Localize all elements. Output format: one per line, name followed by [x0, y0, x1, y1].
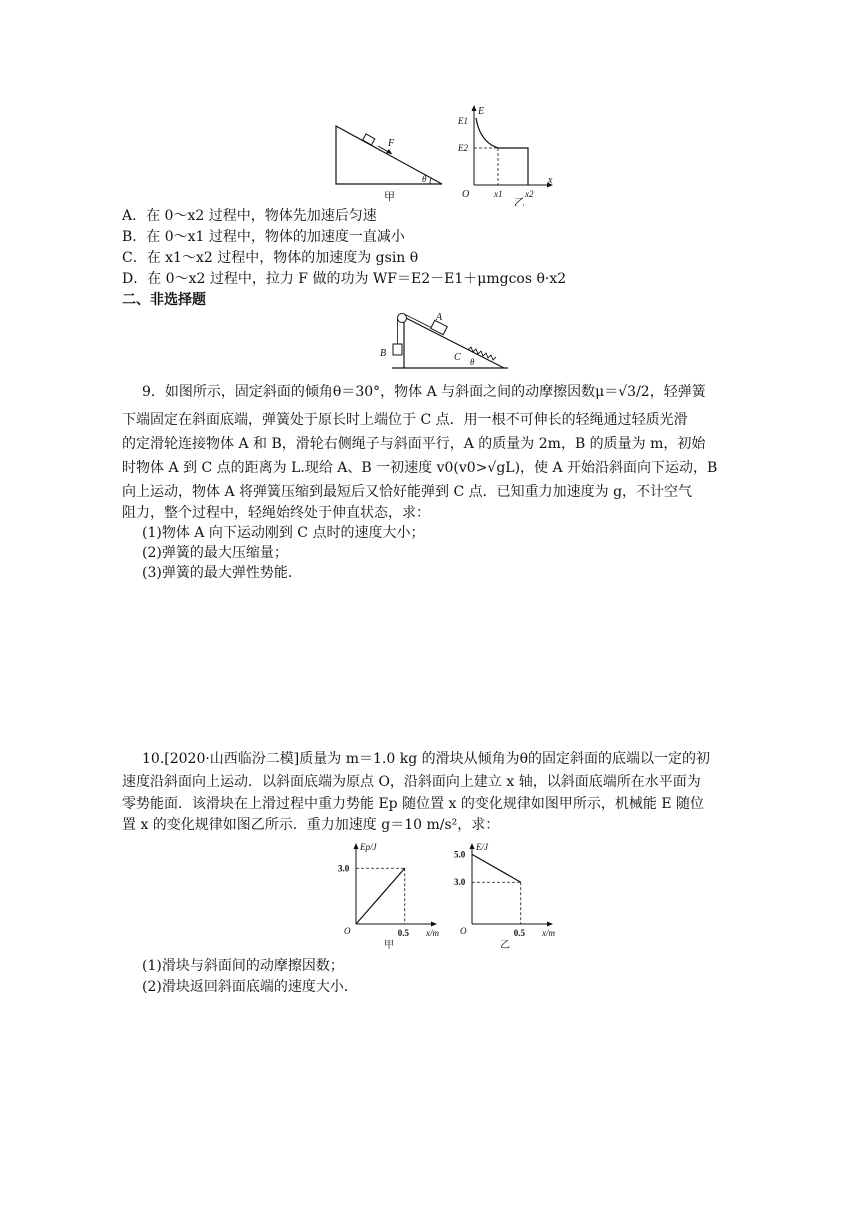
chart-jia [334, 838, 444, 950]
series-line [356, 868, 405, 924]
x-tick-label: 0.5 [513, 928, 525, 938]
caption-jia: 甲 [384, 191, 395, 203]
chart-caption: 甲 [384, 940, 394, 950]
energy-curve [476, 118, 528, 185]
option-A: A．在 0～x2 过程中，物体先加速后匀速 [122, 208, 377, 224]
angle-arc [430, 178, 431, 184]
section-title: 二、非选择题 [122, 292, 206, 308]
q9-line-4: 时物体 A 到 C 点的距离为 L.现给 A、B 一初速度 v0(v0>√gL)，使 A 开始沿斜面向下运动，B [122, 460, 718, 476]
q10-sub-1: (1)滑块与斜面间的动摩擦因数； [142, 958, 344, 974]
y-axis-arrow [354, 843, 359, 849]
axis-label-E: E [478, 106, 485, 117]
tick-E1: E1 [458, 116, 468, 126]
q9-line-3: 的定滑轮连接物体 A 和 B，滑轮右侧绳子与斜面平行，A 的质量为 2m，B 的质量为 m，初始 [122, 436, 706, 452]
q9-line-1: 9．如图所示，固定斜面的倾角θ＝30°，物体 A 与斜面之间的动摩擦因数μ＝√3/2，轻弹簧 [142, 384, 706, 400]
q10-line-3: 零势能面．该滑块在上滑过程中重力势能 Ep 随位置 x 的变化规律如图甲所示，机械能 E 随位 [122, 796, 704, 812]
label-B: B [380, 348, 387, 359]
q9-line-2: 下端固定在斜面底端，弹簧处于原长时上端位于 C 点．用一根不可伸长的轻绳通过轻质光滑 [122, 412, 688, 428]
q9-line-5: 向上运动，物体 A 将弹簧压缩到最短后又恰好能弹到 C 点．已知重力加速度为 g，不计空气 [122, 484, 693, 500]
q9-sub-3: (3)弹簧的最大弹性势能． [142, 565, 302, 581]
x-axis-label: x/m [426, 928, 439, 938]
x-axis-arrow [547, 922, 553, 927]
y-axis-arrow [470, 843, 475, 849]
q10-sub-2: (2)滑块返回斜面底端的速度大小． [142, 979, 358, 995]
block-B [393, 344, 402, 355]
tick-E2: E2 [458, 143, 468, 153]
label-F: F [388, 138, 395, 149]
block [363, 134, 375, 145]
origin-O: O [462, 189, 470, 200]
y-axis-label: Ep/J [360, 842, 377, 852]
series-line [472, 854, 521, 882]
rope-to-A [404, 314, 432, 328]
origin-label: O [344, 926, 351, 936]
q8-figure-yi [452, 100, 564, 206]
y-axis-arrow [472, 105, 477, 111]
option-B: B．在 0～x1 过程中，物体的加速度一直减小 [122, 229, 405, 245]
q9-line-6: 阻力，整个过程中，轻绳始终处于伸直状态，求： [122, 505, 430, 521]
chart-yi [450, 838, 560, 950]
incline-line [402, 316, 504, 368]
y-tick-label: 3.0 [338, 863, 350, 874]
option-D: D．在 0～x2 过程中，拉力 F 做的功为 WF＝E2－E1＋μmgcos θ·x2 [122, 271, 567, 287]
q10-line-2: 速度沿斜面向上运动．以斜面底端为原点 O，沿斜面向上建立 x 轴，以斜面底端所在水平面为 [122, 774, 701, 790]
tick-x2: x2 [525, 189, 534, 199]
option-C: C．在 x1～x2 过程中，物体的加速度为 gsin θ [122, 250, 419, 266]
axis-label-x: x [548, 175, 553, 186]
tick-x1: x1 [494, 189, 503, 199]
q8-figure-jia [330, 118, 460, 206]
origin-label: O [460, 926, 467, 936]
chart-caption: 乙 [500, 940, 510, 950]
q9-sub-1: (1)物体 A 向下运动刚到 C 点时的速度大小； [142, 525, 425, 541]
x-axis-arrow [431, 922, 437, 927]
label-theta-q9: θ [470, 357, 475, 367]
label-theta: θ [422, 174, 427, 184]
x-axis-label: x/m [542, 928, 555, 938]
q9-sub-2: (2)弹簧的最大压缩量； [142, 545, 288, 561]
q10-line-1: 10.[2020·山西临汾二模]质量为 m＝1.0 kg 的滑块从倾角为θ的固定斜面的底端以一定的初 [142, 751, 711, 767]
x-tick-label: 0.5 [397, 928, 409, 938]
caption-yi: 乙 [514, 197, 525, 206]
y-tick-label: 5.0 [454, 849, 466, 860]
y-tick-label: 3.0 [454, 877, 466, 888]
q9-figure [376, 304, 510, 374]
y-axis-label: E/J [476, 842, 488, 852]
label-C: C [454, 352, 461, 363]
q10-line-4: 置 x 的变化规律如图乙所示．重力加速度 g＝10 m/s²，求： [122, 817, 500, 833]
label-A: A [436, 312, 443, 323]
